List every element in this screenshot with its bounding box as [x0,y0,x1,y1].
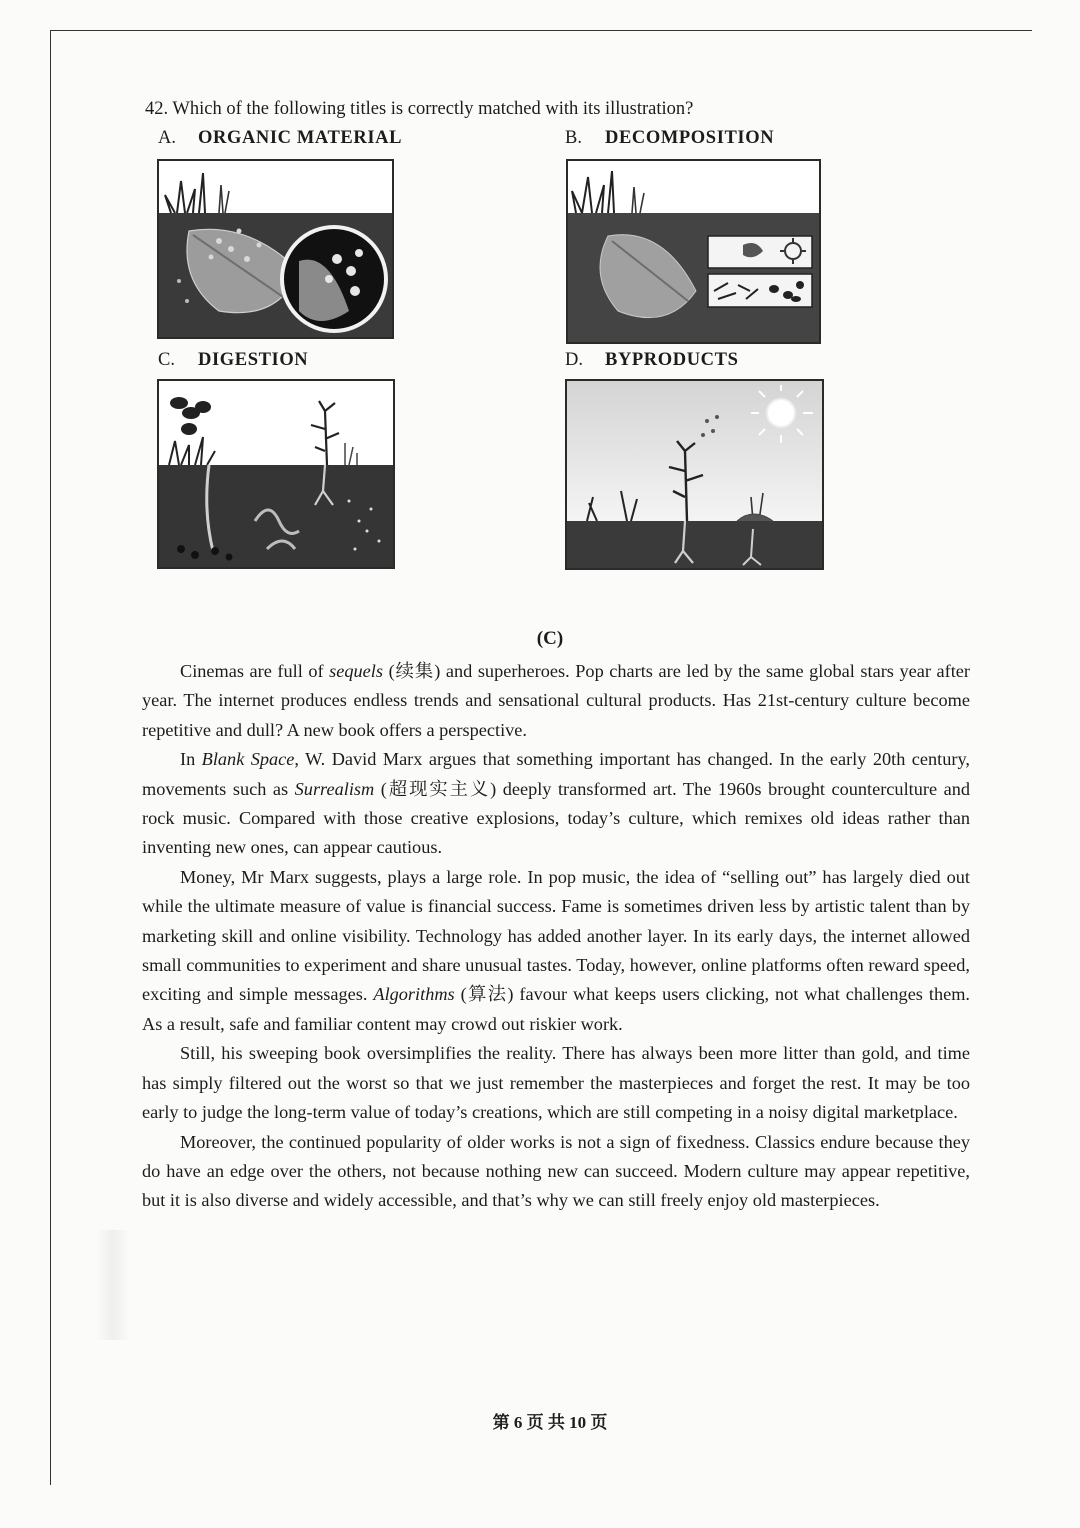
p1-term-sequels: sequels [329,661,383,681]
question-text: Which of the following titles is correctly matched with its illustration? [172,99,694,119]
p1-text-a: Cinemas are full of [180,661,330,681]
question-42 [145,99,693,120]
section-heading: (C) [536,628,564,649]
paragraph-1 [142,657,970,745]
option-a-letter: A. [158,128,176,148]
option-d-letter: D. [565,350,583,370]
p2-text-e: (超现实主义) deeply transformed art. The 1960s brought counterculture and rock music. Compared with those creative explosions, today’s culture, which remixes old ideas rather than inventing new ones, can appear cautious. [142,778,971,858]
illustration-digestion [157,379,395,569]
p3-text-a: Money, Mr Marx suggests, plays a large role. In pop music, the idea of “selling out” has largely died out while the ultimate measure of value is financial success. Fame is sometimes driven less by artistic talent than by marketing skill and online visibility. Technology has added another layer. In its early days, the internet allowed small communities to experiment and share unusual tastes. Today, however, online platforms often reward speed, exciting and simple messages. [142,866,970,1005]
question-number: 42. [145,99,169,119]
paragraph-2 [142,745,970,863]
page-number-footer: 第 6 页 共 10 页 [492,1413,608,1432]
page-border-left [50,30,51,1485]
option-b-label[interactable] [565,128,774,149]
p3-text-c: (算法) favour what keeps users clicking, not what challenges them. As a result, safe and familiar content may crowd out riskier work. [142,984,970,1034]
paragraph-5: Moreover, the continued popularity of older works is not a sign of fixedness. Classics endure because they do have an edge over the others, not because nothing new can succeed. Modern culture may appear repetitive, but it is also diverse and widely accessible, and that’s why we can still freely enjoy old masterpieces. [142,1131,970,1211]
p1-text-c: (续集) and superheroes. Pop charts are led by the same global stars year after year. The internet produces endless trends and sensational cultural products. Has 21st-century culture become repetitive and dull? A new book offers a perspective. [142,661,970,740]
option-d-title: BYPRODUCTS [605,350,739,370]
option-c-label[interactable] [158,350,308,371]
illustration-organic-material [157,159,394,339]
p2-book-title: Blank Space [201,749,295,770]
option-a-title: ORGANIC MATERIAL [198,128,403,148]
option-c-title: DIGESTION [198,350,309,370]
illustration-decomposition [566,159,821,344]
paragraph-4: Still, his sweeping book oversimplifies the reality. There has always been more litter than gold, and time has simply filtered out the worst so that we just remember the masterpieces and forget the rest. It may be too early to judge the long-term value of today’s creations, which are still competing in a noisy digital marketplace. [142,1043,970,1123]
option-d-label[interactable] [565,350,738,371]
p2-text-a: In [180,749,202,770]
scan-shadow [96,1230,130,1340]
illustration-byproducts [565,379,824,570]
p2-text-c: , W. David Marx argues that something important has changed. In the early 20th century, movements such as [142,749,970,799]
option-b-letter: B. [565,128,582,148]
option-b-title: DECOMPOSITION [605,128,775,148]
option-a-label[interactable] [158,128,402,149]
paragraph-3 [142,863,970,1039]
option-c-letter: C. [158,350,175,370]
p3-term-algorithms: Algorithms [373,984,455,1005]
reading-passage [142,657,970,1216]
page-border-top [50,30,1032,31]
p2-term-surrealism: Surrealism [294,778,375,799]
